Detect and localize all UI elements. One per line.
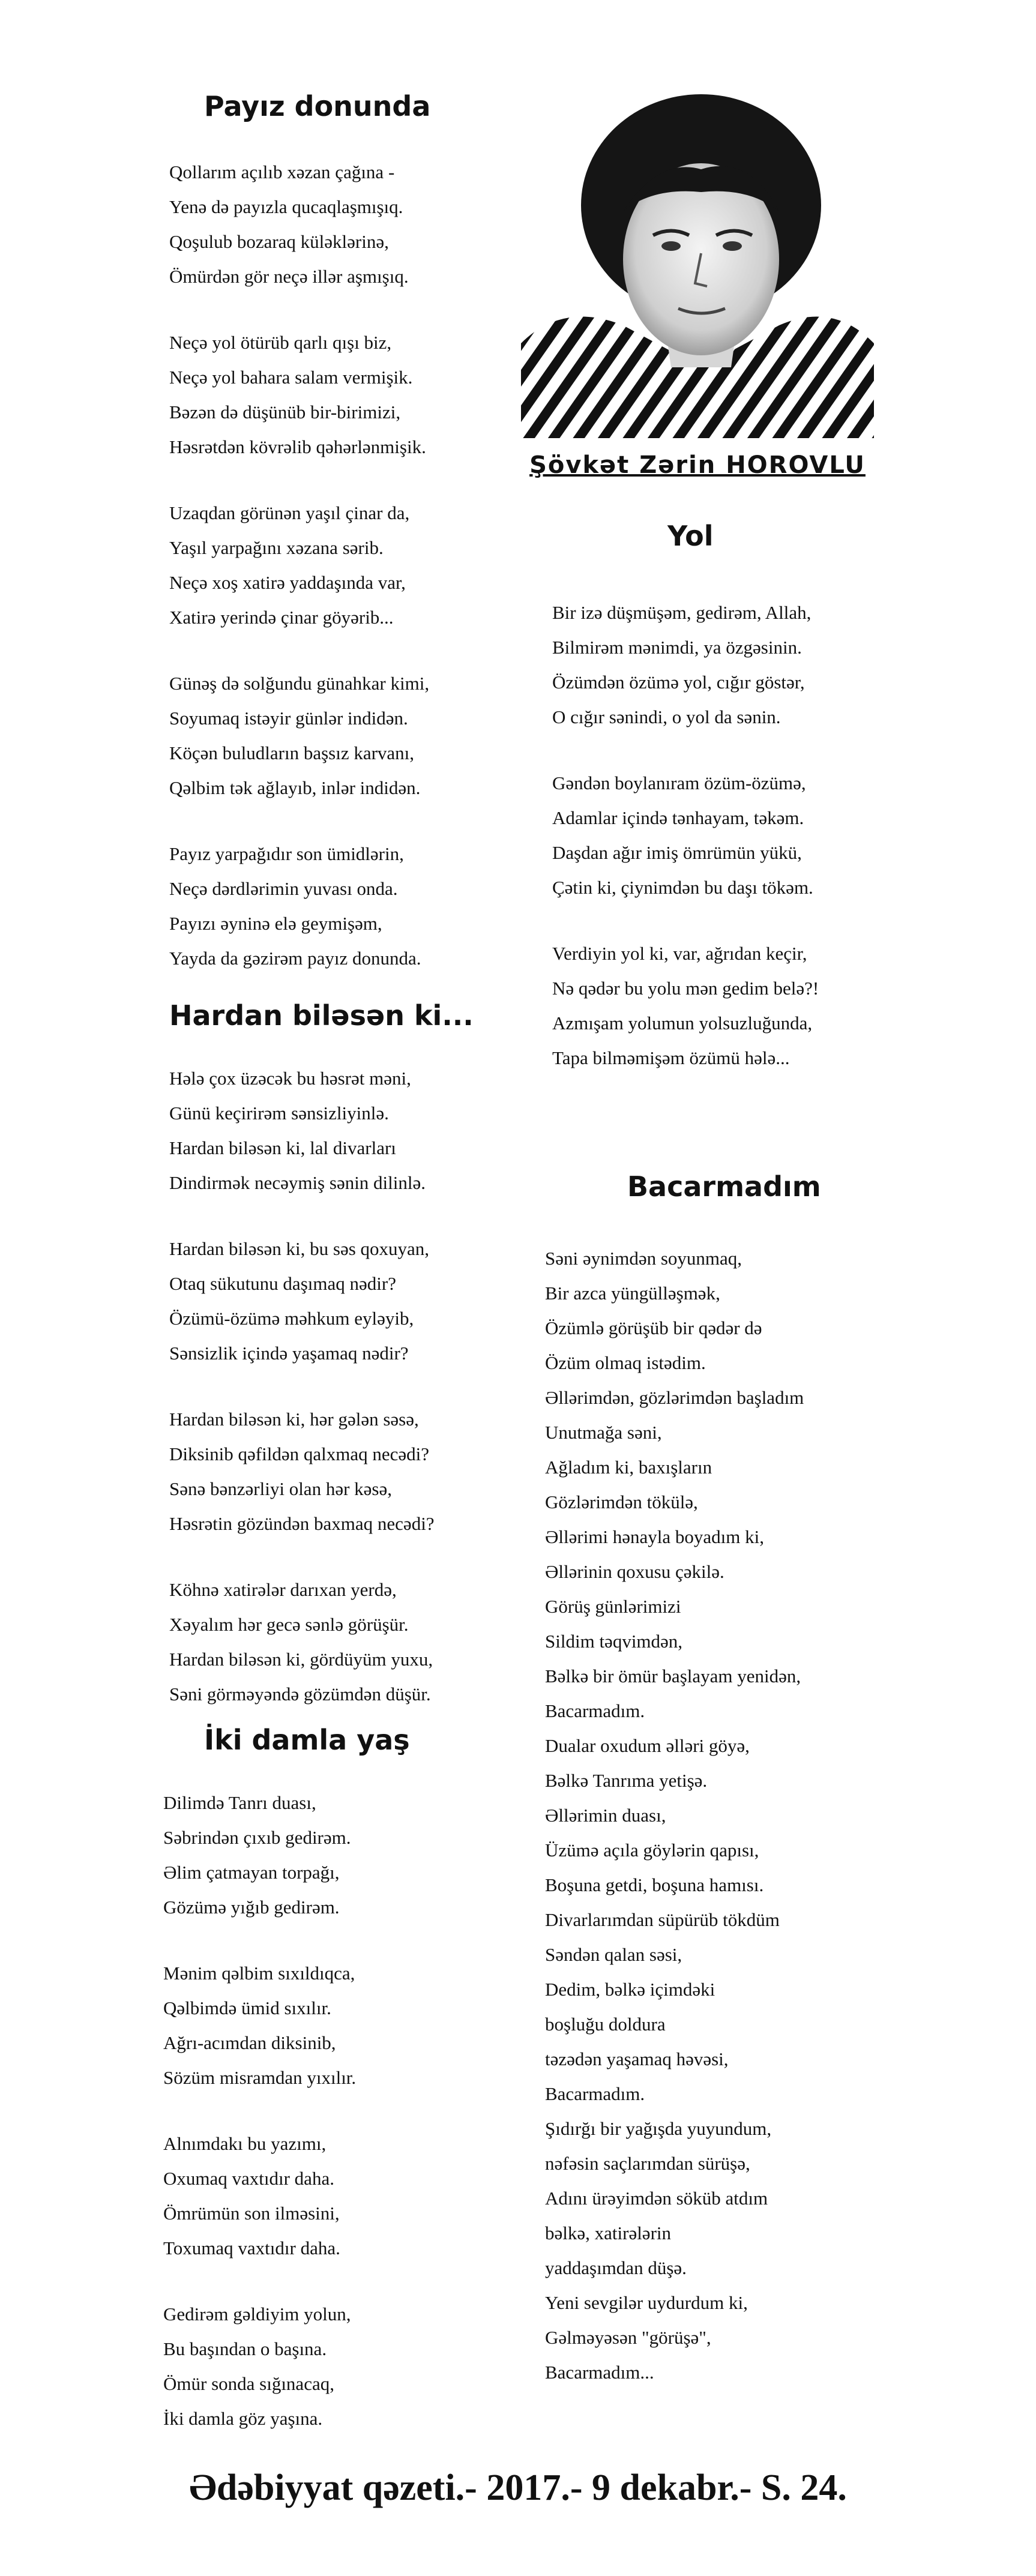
- poem-line: Ömrümün son ilməsini,: [163, 2203, 340, 2224]
- poem-line: Bilmirəm mənimdi, ya özgəsinin.: [552, 637, 802, 658]
- poem-line: Köhnə xatirələr darıxan yerdə,: [169, 1579, 397, 1600]
- poem-stanza: [169, 325, 429, 465]
- poem-stanza: [169, 666, 429, 805]
- poem-line: Özümlə görüşüb bir qədər də: [545, 1317, 762, 1338]
- poem-line: Alnımdakı bu yazımı,: [163, 2133, 327, 2154]
- poem-line: Qollarım açılıb xəzan çağına -: [169, 161, 395, 182]
- poem-line: Gəndən boylanıram özüm-özümə,: [552, 772, 806, 793]
- poem-line: Bəlkə bir ömür başlayam yenidən,: [545, 1666, 801, 1687]
- poem-line: Özüm olmaq istədim.: [545, 1352, 706, 1373]
- poem-stanza: [163, 2297, 356, 2436]
- poem-line: Dindirmək necəymiş sənin dilinlə.: [169, 1172, 426, 1193]
- poem-line: Əllərinin qoxusu çəkilə.: [545, 1561, 724, 1582]
- poem-line: Xatirə yerində çinar göyərib...: [169, 607, 394, 628]
- poem-line: Dedim, bəlkə içimdəki: [545, 1979, 715, 2000]
- poem-line: yaddaşımdan düşə.: [545, 2257, 687, 2278]
- poem-line: Hardan biləsən ki, hər gələn səsə,: [169, 1409, 419, 1430]
- poem-stanza: [169, 1232, 435, 1371]
- poem-line: Bacarmadım...: [545, 2362, 654, 2383]
- poem-line: Mənim qəlbim sıxıldıqca,: [163, 1963, 355, 1984]
- poem-stanza: [169, 1402, 435, 1541]
- poem-line: Günü keçirirəm sənsizliyinlə.: [169, 1103, 389, 1124]
- poem-line: O cığır sənindi, o yol da sənin.: [552, 706, 781, 727]
- poem-line: Bəlkə Tanrıma yetişə.: [545, 1770, 708, 1791]
- poem-line: Nə qədər bu yolu mən gedim belə?!: [552, 978, 819, 999]
- poem-line: Neçə yol ötürüb qarlı qışı biz,: [169, 332, 392, 353]
- poem-line: Neçə dərdlərimin yuvası onda.: [169, 878, 398, 899]
- poem-line: Ağrı-acımdan diksinib,: [163, 2032, 336, 2053]
- poem-line: Özümdən özümə yol, cığır göstər,: [552, 672, 805, 693]
- poem-stanza: [552, 936, 819, 1076]
- poem-line: Səni görməyəndə gözümdən düşür.: [169, 1684, 431, 1705]
- poem-line: İki damla göz yaşına.: [163, 2408, 323, 2429]
- poem-line: Dilimdə Tanrı duası,: [163, 1792, 316, 1813]
- poem-line: Adamlar içində tənhayam, təkəm.: [552, 807, 804, 828]
- poem-line: Azmışam yolumun yolsuzluğunda,: [552, 1013, 813, 1034]
- poem-title-bacarmadim: Bacarmadım: [627, 1170, 821, 1203]
- poem-line: Ömürdən gör neçə illər aşmışıq.: [169, 266, 409, 287]
- poem-line: Bacarmadım.: [545, 1700, 645, 1721]
- poem-line: Neçə yol bahara salam vermişik.: [169, 367, 413, 388]
- author-name: Şövkət Zərin HOROVLU: [529, 451, 866, 479]
- poem-line: Payızı əyninə elə geymişəm,: [169, 913, 382, 934]
- poem-line: Unutmağa səni,: [545, 1422, 662, 1443]
- poem-line: Neçə xoş xatirə yaddaşında var,: [169, 572, 406, 593]
- poem-stanza: [552, 766, 819, 905]
- poem-body-hardan-bilesen-ki: [169, 1061, 435, 1712]
- poem-line: Divarlarımdan süpürüb tökdüm: [545, 1909, 780, 1930]
- poem-line: Hardan biləsən ki, lal divarları: [169, 1137, 396, 1158]
- poem-line: Adını ürəyimdən söküb atdım: [545, 2188, 768, 2209]
- poem-body-payiz-donunda: [169, 155, 429, 976]
- author-portrait-image: [521, 85, 874, 438]
- poem-line: Boşuna getdi, boşuna hamısı.: [545, 1874, 764, 1895]
- poem-line: Qoşulub bozaraq küləklərinə,: [169, 231, 389, 252]
- poem-line: Əllərimin duası,: [545, 1805, 666, 1826]
- poem-stanza: [169, 496, 429, 635]
- poem-line: Görüş günlərimizi: [545, 1596, 681, 1617]
- poem-line: Oxumaq vaxtıdır daha.: [163, 2168, 334, 2189]
- poem-stanza: [163, 1956, 356, 2095]
- poem-line: Sözüm misramdan yıxılır.: [163, 2067, 357, 2088]
- poem-line: Həsrətin gözündən baxmaq necədi?: [169, 1513, 435, 1534]
- poem-line: Qəlbim tək ağlayıb, inlər indidən.: [169, 777, 421, 798]
- poem-line: Hardan biləsən ki, gördüyüm yuxu,: [169, 1649, 433, 1670]
- poem-line: Gedirəm gəldiyim yolun,: [163, 2304, 351, 2325]
- poem-line: Hələ çox üzəcək bu həsrət məni,: [169, 1068, 411, 1089]
- poem-line: Hardan biləsən ki, bu səs qoxuyan,: [169, 1238, 430, 1259]
- poem-line: Daşdan ağır imiş ömrümün yükü,: [552, 842, 802, 863]
- poem-line: Səndən qalan səsi,: [545, 1944, 682, 1965]
- poem-line: Verdiyin yol ki, var, ağrıdan keçir,: [552, 943, 807, 964]
- poem-body-yol: [552, 595, 819, 1076]
- poem-line: Ağladım ki, baxışların: [545, 1457, 712, 1478]
- poem-line: Otaq sükutunu daşımaq nədir?: [169, 1273, 396, 1294]
- poem-line: təzədən yaşamaq həvəsi,: [545, 2048, 729, 2069]
- poem-line: Gözlərimdən tökülə,: [545, 1491, 698, 1512]
- publication-citation: Ədəbiyyat qəzeti.- 2017.- 9 dekabr.- S. 24.: [189, 2467, 847, 2508]
- poem-line: Bu başından o başına.: [163, 2338, 327, 2359]
- poem-line: bəlkə, xatirələrin: [545, 2222, 672, 2243]
- poem-line: Sildim təqvimdən,: [545, 1631, 683, 1652]
- poem-stanza: [169, 1061, 435, 1200]
- poem-line: Yaşıl yarpağını xəzana sərib.: [169, 537, 384, 558]
- poem-body-bacarmadim: [545, 1241, 804, 2390]
- poem-body-iki-damla-yas: [163, 1786, 356, 2436]
- poem-line: Əlim çatmayan torpağı,: [163, 1862, 340, 1883]
- poem-line: Payız yarpağıdır son ümidlərin,: [169, 843, 404, 864]
- poem-line: Bəzən də düşünüb bir-birimizi,: [169, 402, 401, 423]
- poem-stanza: [545, 1241, 804, 2390]
- poem-line: Tapa bilməmişəm özümü hələ...: [552, 1047, 790, 1068]
- poem-line: Səni əynimdən soyunmaq,: [545, 1248, 742, 1269]
- poem-line: Ömür sonda sığınacaq,: [163, 2373, 334, 2394]
- poem-line: Bacarmadım.: [545, 2083, 645, 2104]
- poem-line: Özümü-özümə məhkum eyləyib,: [169, 1308, 414, 1329]
- poem-line: Köçən buludların başsız karvanı,: [169, 742, 415, 763]
- poem-stanza: [169, 837, 429, 976]
- poem-line: Diksinib qəfildən qalxmaq necədi?: [169, 1443, 430, 1464]
- poem-line: Sənsizlik içində yaşamaq nədir?: [169, 1343, 409, 1364]
- poem-title-yol: Yol: [667, 520, 714, 552]
- poem-stanza: [169, 1572, 435, 1712]
- poem-line: Səbrindən çıxıb gedirəm.: [163, 1827, 351, 1848]
- poem-line: Uzaqdan görünən yaşıl çinar da,: [169, 502, 410, 523]
- poem-line: Çətin ki, çiynimdən bu daşı tökəm.: [552, 877, 813, 898]
- poem-line: Toxumaq vaxtıdır daha.: [163, 2237, 340, 2259]
- poem-line: Yayda da gəzirəm payız donunda.: [169, 948, 421, 969]
- poem-line: Əllərimi hənayla boyadım ki,: [545, 1526, 765, 1547]
- poem-line: Əllərimdən, gözlərimdən başladım: [545, 1387, 804, 1408]
- poem-line: Dualar oxudum əlləri göyə,: [545, 1735, 750, 1756]
- poem-line: Xəyalım hər gecə sənlə görüşür.: [169, 1614, 409, 1635]
- poem-title-iki-damla-yas: İki damla yaş: [204, 1724, 410, 1756]
- poem-line: Qəlbimdə ümid sıxılır.: [163, 1997, 331, 2018]
- poem-line: Soyumaq istəyir günlər indidən.: [169, 708, 408, 729]
- poem-stanza: [163, 2126, 356, 2266]
- poem-line: Üzümə açıla göylərin qapısı,: [545, 1840, 759, 1861]
- poem-stanza: [552, 595, 819, 735]
- poem-line: Bir azca yüngülləşmək,: [545, 1283, 720, 1304]
- poem-stanza: [163, 1786, 356, 1925]
- poem-line: Bir izə düşmüşəm, gedirəm, Allah,: [552, 602, 812, 623]
- poem-line: Günəş də solğundu günahkar kimi,: [169, 673, 430, 694]
- poem-title-payiz-donunda: Payız donunda: [204, 90, 431, 122]
- poem-line: Gəlməyəsən "görüşə",: [545, 2327, 711, 2348]
- poem-line: nəfəsin saçlarımdan sürüşə,: [545, 2153, 750, 2174]
- poem-stanza: [169, 155, 429, 294]
- poem-line: boşluğu doldura: [545, 2014, 666, 2035]
- poem-line: Yenə də payızla qucaqlaşmışıq.: [169, 196, 403, 217]
- poem-line: Sənə bənzərliyi olan hər kəsə,: [169, 1478, 392, 1499]
- poem-line: Yeni sevgilər uydurdum ki,: [545, 2292, 748, 2313]
- poem-title-hardan-bilesen-ki: Hardan biləsən ki...: [169, 999, 474, 1032]
- poem-line: Həsrətdən kövrəlib qəhərlənmişik.: [169, 436, 426, 457]
- poem-line: Gözümə yığıb gedirəm.: [163, 1897, 340, 1918]
- poem-line: Şıdırğı bir yağışda yuyundum,: [545, 2118, 772, 2139]
